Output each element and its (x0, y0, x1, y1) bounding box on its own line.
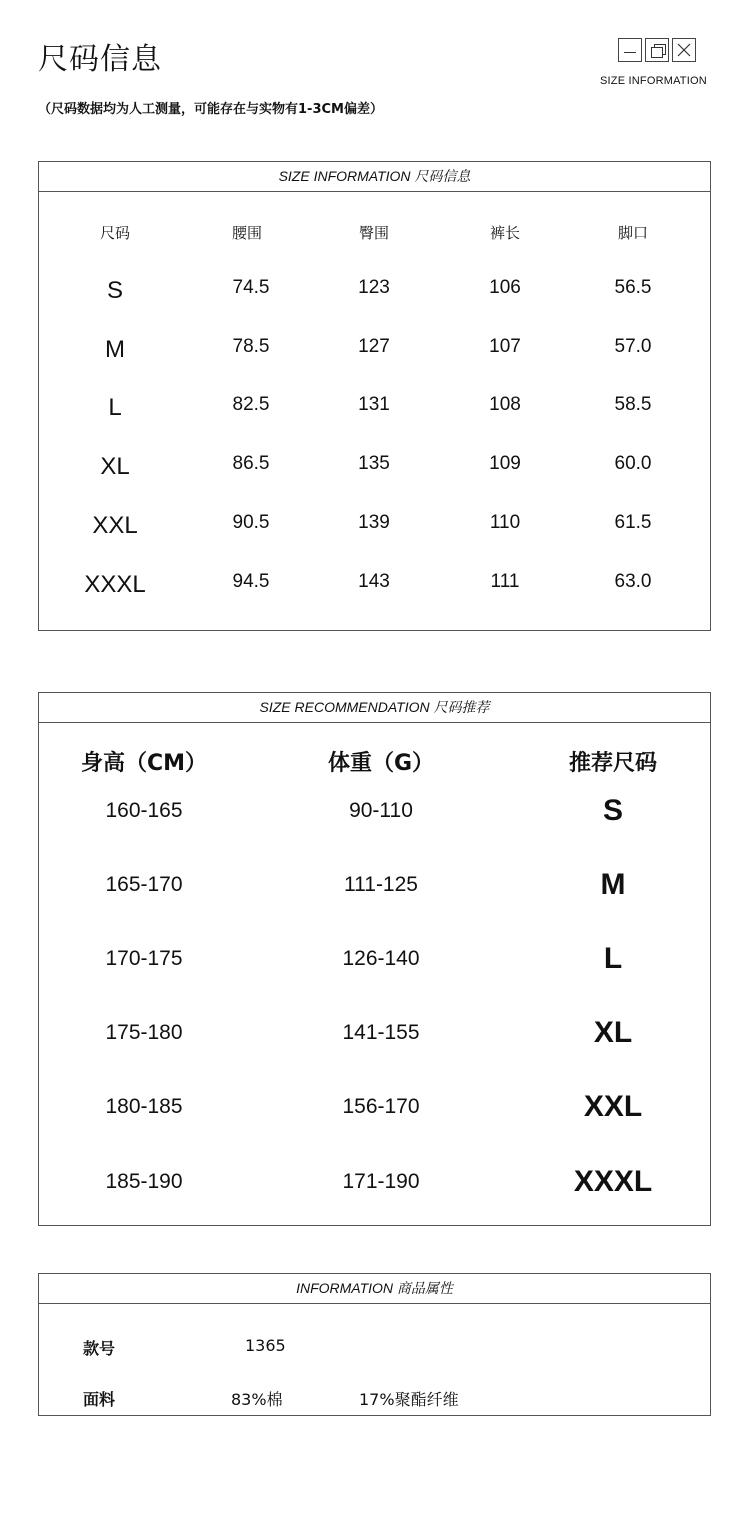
height-cell: 170-175 (105, 947, 183, 970)
hip-cell: 143 (358, 571, 390, 592)
size-info-heading: SIZE INFORMATION 尺码信息 (39, 162, 710, 192)
fabric-polyester: 17%聚酯纤维 (359, 1390, 459, 1409)
hip-cell: 127 (358, 336, 390, 357)
weight-cell: 141-155 (342, 1021, 420, 1044)
height-cell: 160-165 (105, 799, 183, 822)
hem-cell: 63.0 (614, 571, 652, 592)
waist-cell: 86.5 (232, 453, 270, 474)
fabric-label: 面料 (83, 1390, 116, 1409)
fabric-cotton: 83%棉 (231, 1390, 283, 1409)
weight-cell: 126-140 (342, 947, 420, 970)
length-cell: 108 (489, 394, 521, 415)
column-header: 体重（G） (327, 751, 435, 776)
table-row (39, 571, 710, 601)
length-cell: 110 (489, 512, 521, 533)
hem-cell: 57.0 (614, 336, 652, 357)
recommendation-header-row (39, 746, 710, 782)
length-cell: 107 (489, 336, 521, 357)
recommended-size-cell: XL (593, 1016, 633, 1049)
weight-cell: 111-125 (344, 873, 418, 896)
length-cell: 106 (489, 277, 521, 298)
hem-cell: 61.5 (614, 512, 652, 533)
waist-cell: 90.5 (232, 512, 270, 533)
column-header: 推荐尺码 (568, 751, 658, 776)
size-cell: XXL (92, 512, 138, 539)
table-row (39, 794, 710, 835)
size-cell: L (108, 394, 122, 421)
table-row (39, 512, 710, 542)
size-cell: XL (100, 453, 130, 480)
length-cell: 111 (490, 571, 520, 592)
close-icon[interactable] (672, 38, 696, 62)
height-cell: 180-185 (105, 1095, 183, 1118)
hip-cell: 131 (358, 394, 390, 415)
page-subtitle: （尺码数据均为人工测量，可能存在与实物有1-3CM偏差） (38, 102, 383, 117)
height-cell: 165-170 (105, 873, 183, 896)
hip-cell: 135 (358, 453, 390, 474)
hem-cell: 56.5 (614, 277, 652, 298)
waist-cell: 78.5 (232, 336, 270, 357)
waist-cell: 94.5 (232, 571, 270, 592)
recommended-size-cell: L (603, 942, 623, 975)
hip-cell: 139 (358, 512, 390, 533)
column-header: 尺码 (99, 224, 131, 242)
height-cell: 185-190 (105, 1170, 183, 1193)
size-recommendation-heading: SIZE RECOMMENDATION 尺码推荐 (39, 693, 710, 723)
style-number-row (39, 1336, 710, 1360)
hem-cell: 58.5 (614, 394, 652, 415)
size-info-table (38, 161, 711, 631)
table-row (39, 1016, 710, 1057)
minimize-icon[interactable] (618, 38, 642, 62)
window-label: SIZE INFORMATION (600, 75, 707, 87)
restore-icon[interactable] (645, 38, 669, 62)
weight-cell: 171-190 (342, 1170, 420, 1193)
waist-cell: 74.5 (232, 277, 270, 298)
height-cell: 175-180 (105, 1021, 183, 1044)
column-header: 臀围 (358, 224, 390, 242)
hip-cell: 123 (358, 277, 390, 298)
size-info-header-row (39, 222, 710, 252)
weight-cell: 156-170 (342, 1095, 420, 1118)
length-cell: 109 (489, 453, 521, 474)
size-cell: S (106, 277, 124, 304)
fabric-row (39, 1387, 710, 1411)
weight-cell: 90-110 (349, 799, 413, 822)
recommended-size-cell: XXL (583, 1090, 643, 1123)
waist-cell: 82.5 (232, 394, 270, 415)
column-header: 身高（CM） (80, 751, 208, 776)
recommended-size-cell: M (600, 868, 626, 901)
table-row (39, 394, 710, 424)
page-title: 尺码信息 (38, 42, 162, 77)
table-row (39, 1090, 710, 1131)
style-number-value: 1365 (245, 1336, 286, 1355)
product-info-table (38, 1273, 711, 1416)
table-row (39, 868, 710, 909)
column-header: 腰围 (231, 224, 263, 242)
column-header: 脚口 (617, 224, 649, 242)
table-row (39, 453, 710, 483)
table-row (39, 1165, 710, 1206)
style-number-label: 款号 (83, 1339, 116, 1358)
size-recommendation-table (38, 692, 711, 1226)
recommended-size-cell: XXXL (573, 1165, 653, 1198)
table-row (39, 942, 710, 983)
table-row (39, 336, 710, 366)
column-header: 裤长 (489, 224, 521, 242)
window-controls (618, 38, 696, 62)
table-row (39, 277, 710, 307)
product-info-heading: INFORMATION 商品属性 (39, 1274, 710, 1304)
hem-cell: 60.0 (614, 453, 652, 474)
size-cell: XXXL (84, 571, 146, 598)
recommended-size-cell: S (602, 794, 624, 827)
size-cell: M (105, 336, 125, 363)
